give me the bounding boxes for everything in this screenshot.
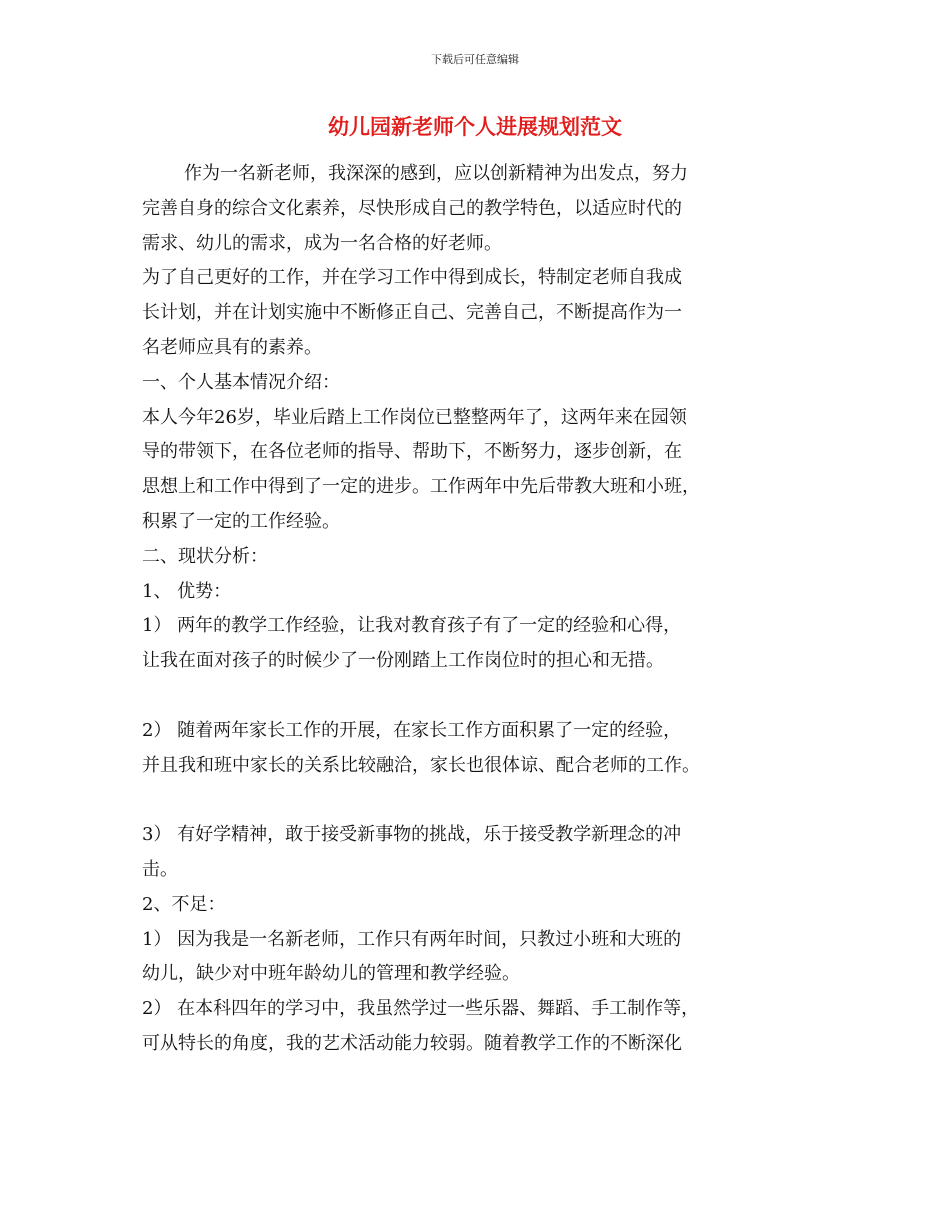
- paragraph-line: 积累了一定的工作经验。: [142, 510, 340, 532]
- paragraph-line: 本人今年26岁，毕业后踏上工作岗位已整整两年了，这两年来在园领: [142, 406, 687, 428]
- list-item-line: 击。: [142, 858, 178, 880]
- list-item-line: 并且我和班中家长的关系比较融洽，家长也很体谅、配合老师的工作。: [142, 754, 700, 776]
- list-item-line: 让我在面对孩子的时候少了一份刚踏上工作岗位时的担心和无措。: [142, 650, 664, 672]
- paragraph-line: 为了自己更好的工作，并在学习工作中得到成长，特制定老师自我成: [142, 267, 682, 289]
- list-item-line: 幼儿，缺少对中班年龄幼儿的管理和教学经验。: [142, 963, 520, 985]
- paragraph-line: 作为一名新老师，我深深的感到，应以创新精神为出发点，努力: [184, 163, 688, 184]
- list-item-line: 3） 有好学精神，敢于接受新事物的挑战，乐于接受教学新理念的冲: [142, 824, 682, 846]
- list-item-line: 2） 随着两年家长工作的开展，在家长工作方面积累了一定的经验，: [142, 719, 682, 741]
- list-item-line: 1） 因为我是一名新老师，工作只有两年时间，只教过小班和大班的: [142, 928, 682, 950]
- section-heading: 二、现状分析：: [142, 545, 268, 567]
- list-item-line: 可从特长的角度，我的艺术活动能力较弱。随着教学工作的不断深化: [142, 1032, 682, 1054]
- blank-line: [142, 679, 810, 714]
- list-item-line: 1） 两年的教学工作经验，让我对教育孩子有了一定的经验和心得，: [142, 615, 682, 637]
- document-title: 幼儿园新老师个人进展规划范文: [328, 115, 622, 139]
- subsection-heading: 1、 优势：: [142, 580, 232, 602]
- paragraph-line: 名老师应具有的素养。: [142, 336, 322, 358]
- blank-line: [142, 783, 810, 818]
- paragraph-line: 导的带领下，在各位老师的指导、帮助下，不断努力，逐步创新，在: [142, 441, 682, 463]
- header-note: 下载后可任意编辑: [431, 53, 519, 66]
- paragraph-line: 需求、幼儿的需求，成为一名合格的好老师。: [142, 232, 502, 254]
- list-item-line: 2） 在本科四年的学习中，我虽然学过一些乐器、舞蹈、手工制作等，: [142, 998, 700, 1020]
- section-heading: 一、个人基本情况介绍：: [142, 371, 340, 393]
- paragraph-line: 思想上和工作中得到了一定的进步。工作两年中先后带教大班和小班，: [142, 476, 700, 498]
- paragraph-line: 完善自身的综合文化素养，尽快形成自己的教学特色，以适应时代的: [142, 197, 682, 219]
- subsection-heading: 2、不足：: [142, 893, 226, 915]
- paragraph-line: 长计划，并在计划实施中不断修正自己、完善自己，不断提高作为一: [142, 302, 682, 324]
- document-body: [142, 157, 810, 1062]
